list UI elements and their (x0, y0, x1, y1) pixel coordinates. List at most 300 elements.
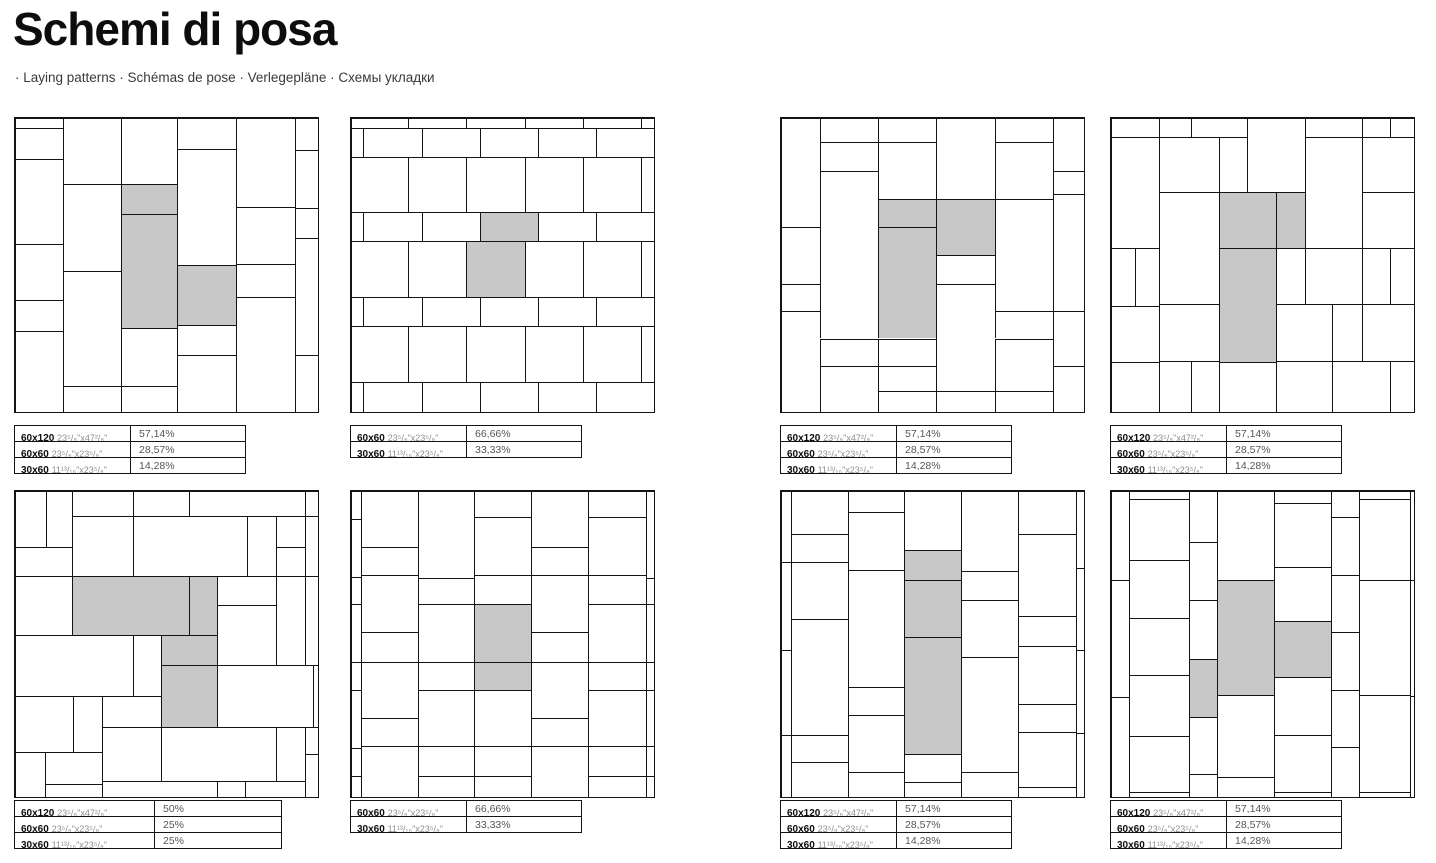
percentage-value: 57,14% (1235, 803, 1271, 815)
tile (46, 491, 73, 547)
tile (820, 171, 878, 339)
format-cm: 60x120 (1117, 808, 1154, 816)
format-cm: 60x60 (787, 449, 818, 457)
percentage-value: 57,14% (905, 428, 941, 440)
tile (408, 157, 466, 212)
tile (781, 311, 820, 412)
tile (236, 297, 295, 412)
tile (583, 157, 641, 212)
format-cm: 60x60 (357, 433, 388, 441)
tile (351, 157, 408, 212)
tile (474, 491, 531, 517)
tile-highlighted (466, 241, 525, 297)
tile (63, 118, 121, 184)
tile (361, 662, 418, 718)
tile (351, 326, 408, 382)
table-row (1111, 801, 1341, 817)
tile-highlighted (189, 576, 217, 635)
tile-format-label (15, 817, 155, 832)
tile (1129, 792, 1189, 797)
tile-highlighted (480, 212, 538, 241)
format-percentage-table (1110, 800, 1342, 849)
table-row (781, 817, 1011, 833)
tile (878, 142, 936, 199)
format-percentage-table (14, 800, 282, 849)
percentage-value: 57,14% (905, 803, 941, 815)
tile-highlighted (878, 199, 936, 226)
tile (1359, 792, 1411, 797)
tile (1076, 491, 1084, 568)
tile (1274, 735, 1331, 793)
format-inches: 23⁵/₈"x47²/₈" (57, 433, 108, 441)
tile (1189, 491, 1217, 542)
tile (1129, 491, 1189, 499)
format-inches: 11¹³/₁₆"x23⁵/₈" (387, 824, 443, 832)
tile (305, 516, 318, 576)
tile (961, 657, 1018, 772)
tile (15, 547, 72, 576)
format-inches: 23⁵/₈"x47²/₈" (1153, 433, 1204, 441)
format-cm: 30x60 (21, 465, 52, 473)
laying-pattern-5 (14, 490, 319, 848)
tile (596, 128, 654, 157)
table-row (15, 817, 281, 833)
format-inches: 11¹³/₁₆"x23⁵/₈" (817, 465, 873, 473)
tile (936, 391, 995, 412)
format-percentage-table (780, 425, 1012, 474)
laying-pattern-2 (350, 117, 655, 457)
tile-highlighted (1276, 192, 1305, 248)
tile-highlighted (1274, 621, 1331, 677)
pattern-canvas (1110, 117, 1415, 413)
tile (217, 781, 245, 797)
tile (217, 576, 276, 604)
tile (531, 632, 588, 662)
tile (1247, 118, 1305, 192)
tile (361, 632, 418, 662)
tile (1362, 118, 1390, 137)
pattern-canvas (350, 117, 655, 413)
format-inches: 23⁵/₈"x23⁵/₈" (387, 433, 439, 441)
tile (848, 715, 904, 773)
tile (995, 311, 1053, 338)
tile-format-label (781, 442, 897, 457)
tile (351, 241, 408, 297)
tile (538, 128, 596, 157)
tile (588, 776, 646, 797)
tile (646, 578, 654, 604)
tile (641, 241, 654, 297)
tile (1274, 491, 1331, 503)
tile (408, 326, 466, 382)
format-inches: 23⁵/₈"x47²/₈" (823, 433, 874, 441)
tile-format-label (15, 426, 131, 441)
tile (1018, 787, 1076, 797)
tile (1076, 650, 1084, 733)
table-row (351, 426, 581, 442)
format-percentage-table (14, 425, 246, 474)
tile (351, 491, 361, 519)
tile (781, 650, 791, 734)
tile (133, 516, 247, 576)
tile (904, 491, 961, 550)
tile (1359, 491, 1411, 499)
tile (15, 118, 63, 128)
tile (422, 128, 480, 157)
tile-highlighted (1219, 192, 1276, 248)
tile (102, 781, 217, 797)
tile (641, 326, 654, 382)
tile (15, 331, 63, 412)
tile (531, 491, 588, 547)
tile (848, 772, 904, 797)
tile (1129, 618, 1189, 676)
tile (418, 491, 474, 578)
tile (361, 491, 418, 547)
tile-format-label (15, 833, 155, 848)
format-inches: 23⁵/₈"x47²/₈" (57, 808, 108, 816)
tile (361, 718, 418, 746)
tile (1189, 717, 1217, 775)
tile (646, 746, 654, 776)
tile (1217, 491, 1274, 580)
tile-format-label (1111, 817, 1227, 832)
tile (1410, 696, 1414, 797)
tile-highlighted (72, 576, 189, 635)
tile (313, 665, 318, 726)
format-percentage-table (350, 425, 582, 458)
tile (995, 391, 1053, 412)
tile (1018, 646, 1076, 704)
tile (422, 297, 480, 326)
tile (474, 575, 531, 604)
tile (781, 118, 820, 227)
pattern-canvas (780, 117, 1085, 413)
percentage-value: 28,57% (905, 444, 941, 456)
tile (525, 157, 583, 212)
tile (161, 727, 276, 781)
tile (583, 241, 641, 297)
tile (1129, 736, 1189, 792)
tile (820, 366, 878, 412)
format-percentage-table (1110, 425, 1342, 474)
tile (15, 128, 63, 159)
tile (217, 605, 276, 666)
tile (295, 238, 318, 355)
table-row (1111, 458, 1341, 474)
tile (217, 665, 313, 726)
tile (525, 241, 583, 297)
tile (525, 118, 583, 128)
tile (177, 118, 236, 149)
tile (531, 575, 588, 633)
tile (1159, 137, 1218, 191)
format-cm: 60x60 (1117, 449, 1148, 457)
tile-highlighted (904, 637, 961, 754)
tile (1274, 677, 1331, 735)
tile (1129, 560, 1189, 618)
tile (73, 696, 102, 753)
tile (247, 516, 277, 576)
tile (480, 382, 538, 412)
tile (641, 157, 654, 212)
tile (820, 339, 878, 366)
tile (422, 212, 480, 241)
tile-format-label (1111, 833, 1227, 848)
tile-highlighted (904, 550, 961, 579)
format-inches: 23⁵/₈"x23⁵/₈" (817, 449, 869, 457)
tile (878, 366, 936, 392)
tile (848, 512, 904, 570)
tile (351, 662, 361, 690)
format-cm: 30x60 (357, 824, 388, 832)
tile (1053, 366, 1084, 412)
table-row (781, 458, 1011, 474)
tile (646, 776, 654, 797)
tile (1018, 732, 1076, 787)
tile (1018, 491, 1076, 534)
tile-highlighted (474, 604, 531, 662)
tile (1332, 361, 1390, 412)
tile (1159, 304, 1218, 360)
format-cm: 30x60 (357, 449, 388, 457)
tile (1076, 568, 1084, 651)
tile (1053, 194, 1084, 311)
tile (177, 149, 236, 265)
tile (1219, 362, 1276, 412)
tile (276, 727, 304, 781)
percentage-value: 33,33% (475, 819, 511, 831)
tile (781, 227, 820, 284)
tile (904, 782, 961, 797)
tile (848, 491, 904, 512)
tile (1189, 774, 1217, 797)
tile (363, 128, 423, 157)
tile (1362, 137, 1414, 191)
format-inches: 11¹³/₁₆"x23⁵/₈" (817, 840, 873, 848)
tile (15, 159, 63, 244)
tile (588, 662, 646, 690)
tile-highlighted (1217, 580, 1274, 695)
tile-format-label (1111, 458, 1227, 473)
format-cm: 60x120 (787, 433, 824, 441)
format-inches: 23⁵/₈"x23⁵/₈" (387, 808, 439, 816)
tile (15, 244, 63, 300)
tile-format-label (351, 817, 467, 832)
tile (1331, 747, 1359, 797)
tile (1359, 580, 1411, 695)
tile (1129, 499, 1189, 560)
table-row (15, 426, 245, 442)
tile (363, 297, 423, 326)
table-row (15, 801, 281, 817)
tile (531, 547, 588, 575)
percentage-value: 28,57% (1235, 444, 1271, 456)
tile (995, 339, 1053, 392)
format-cm: 30x60 (787, 465, 818, 473)
tile (45, 784, 103, 797)
tile (474, 517, 531, 575)
tile (63, 184, 121, 271)
tile (1159, 118, 1190, 137)
tile-format-label (781, 833, 897, 848)
tile (15, 300, 63, 331)
tile (1362, 304, 1414, 360)
tile-format-label (1111, 801, 1227, 816)
tile (588, 746, 646, 776)
tile (1332, 304, 1362, 360)
tile (646, 690, 654, 746)
laying-pattern-8 (1110, 490, 1415, 848)
tile (1111, 306, 1159, 362)
tile (15, 491, 46, 547)
tile (418, 746, 474, 776)
format-inches: 23⁵/₈"x23⁵/₈" (817, 824, 869, 832)
tile (646, 491, 654, 578)
tile (1018, 704, 1076, 732)
tile (1111, 697, 1129, 797)
tile (820, 142, 878, 171)
laying-pattern-1 (14, 117, 319, 473)
table-row (15, 458, 245, 474)
pattern-canvas (780, 490, 1085, 798)
tile (1217, 777, 1274, 797)
table-row (351, 442, 581, 458)
tile (1053, 311, 1084, 365)
tile (583, 326, 641, 382)
format-inches: 23⁵/₈"x47²/₈" (1153, 808, 1204, 816)
tile (791, 491, 848, 534)
tile (596, 212, 654, 241)
percentage-value: 14,28% (905, 460, 941, 472)
format-cm: 30x60 (1117, 465, 1148, 473)
tile (1076, 733, 1084, 797)
laying-pattern-3 (780, 117, 1085, 473)
tile (1359, 695, 1411, 792)
tile (588, 690, 646, 746)
tile (418, 604, 474, 662)
tile-format-label (15, 801, 155, 816)
tile-highlighted (1219, 248, 1276, 362)
tile (466, 157, 525, 212)
tile (1129, 675, 1189, 736)
tile (936, 255, 995, 284)
tile (596, 382, 654, 412)
tile (1276, 361, 1333, 412)
tile (1053, 118, 1084, 171)
tile (236, 118, 295, 207)
format-cm: 30x60 (21, 840, 52, 848)
tile (102, 727, 161, 781)
pattern-canvas (14, 117, 319, 413)
tile (1274, 567, 1331, 621)
tile (295, 208, 318, 238)
format-inches: 11¹³/₁₆"x23⁵/₈" (51, 465, 107, 473)
tile (583, 118, 641, 128)
tile (305, 576, 318, 665)
format-inches: 23⁵/₈"x23⁵/₈" (1147, 824, 1199, 832)
tile (480, 128, 538, 157)
tile-format-label (351, 426, 467, 441)
page-subtitle-translations: · Laying patterns · Schémas de pose · Verlegepläne · Схемы укладки (15, 70, 435, 85)
percentage-value: 50% (163, 803, 185, 815)
tile-highlighted (161, 665, 217, 726)
tile (995, 199, 1053, 311)
tile (1111, 137, 1159, 248)
tile (295, 150, 318, 208)
tile (848, 687, 904, 715)
tile (351, 212, 363, 241)
tile (121, 386, 177, 412)
percentage-value: 25% (163, 819, 185, 831)
tile (1305, 118, 1362, 137)
tile (791, 534, 848, 562)
format-percentage-table (780, 800, 1012, 849)
tile (1189, 542, 1217, 600)
percentage-value: 28,57% (139, 444, 175, 456)
tile (177, 325, 236, 354)
tile (1189, 600, 1217, 659)
tile (474, 776, 531, 797)
tile (531, 746, 588, 797)
tile (45, 752, 103, 784)
percentage-value: 57,14% (1235, 428, 1271, 440)
tile (236, 207, 295, 264)
tile (961, 600, 1018, 658)
format-inches: 11¹³/₁₆"x23⁵/₈" (51, 840, 107, 848)
tile (538, 212, 596, 241)
tile (72, 516, 133, 576)
tile (1274, 792, 1331, 797)
tile (538, 297, 596, 326)
table-row (781, 442, 1011, 458)
tile (1191, 361, 1219, 412)
tile (1135, 248, 1159, 306)
format-inches: 23⁵/₈"x23⁵/₈" (51, 449, 103, 457)
table-row (1111, 442, 1341, 458)
format-cm: 60x120 (21, 433, 58, 441)
tile (133, 635, 161, 696)
tile-format-label (15, 458, 131, 473)
tile (480, 297, 538, 326)
tile (351, 382, 363, 412)
tile (1331, 491, 1359, 517)
tile (1018, 534, 1076, 617)
tile (1305, 248, 1362, 304)
table-row (1111, 833, 1341, 849)
tile (15, 576, 72, 635)
tile (1331, 632, 1359, 690)
tile (878, 339, 936, 366)
tile (1390, 118, 1414, 137)
tile (408, 241, 466, 297)
tile-highlighted (904, 580, 961, 638)
tile (351, 128, 363, 157)
tile (878, 118, 936, 142)
table-row (781, 801, 1011, 817)
tile (363, 382, 423, 412)
tile (418, 662, 474, 690)
format-inches: 11¹³/₁₆"x23⁵/₈" (387, 449, 443, 457)
format-cm: 60x60 (21, 449, 52, 457)
pattern-canvas (14, 490, 319, 798)
tile (351, 577, 361, 605)
tile-format-label (351, 442, 467, 457)
page-title: Schemi di posa (13, 3, 337, 55)
format-cm: 60x120 (787, 808, 824, 816)
format-inches: 23⁵/₈"x23⁵/₈" (1147, 449, 1199, 457)
table-row (351, 801, 581, 817)
